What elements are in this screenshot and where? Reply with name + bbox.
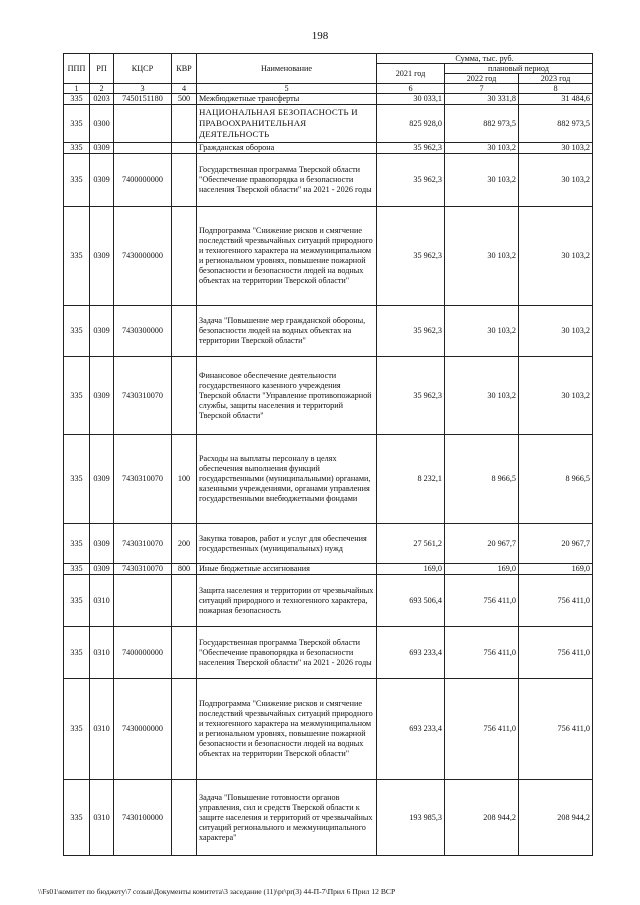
cell-2021: 693 233,4 bbox=[377, 679, 445, 780]
cell-2022: 756 411,0 bbox=[445, 575, 519, 627]
cell-2023: 882 973,5 bbox=[519, 105, 593, 143]
cell-kvr bbox=[172, 207, 197, 306]
cell-name: Защита населения и территории от чрезвычайных ситуаций природного и техногенного характера, пожарная безопасность bbox=[197, 575, 377, 627]
cell-2023: 756 411,0 bbox=[519, 627, 593, 679]
cell-2022: 882 973,5 bbox=[445, 105, 519, 143]
page-number: 198 bbox=[311, 30, 329, 42]
cell-kcsr: 7430000000 bbox=[114, 207, 172, 306]
cell-ppp: 335 bbox=[64, 357, 90, 435]
footer-file-path: \\Fs01\комитет по бюджету\7 созыв\Документы комитета\3 заседание (11)\pr\pr(3) 44-П-7\Прил 6 Прил 12 ВСР bbox=[38, 887, 396, 896]
cell-2022: 30 103,2 bbox=[445, 306, 519, 357]
cell-rp: 0309 bbox=[90, 564, 114, 575]
cell-2022: 756 411,0 bbox=[445, 679, 519, 780]
cell-2023: 30 103,2 bbox=[519, 306, 593, 357]
header-rp: РП bbox=[90, 54, 114, 84]
cell-kvr: 100 bbox=[172, 435, 197, 524]
cell-name: НАЦИОНАЛЬНАЯ БЕЗОПАСНОСТЬ И ПРАВООХРАНИТЕЛЬНАЯ ДЕЯТЕЛЬНОСТЬ bbox=[197, 105, 377, 143]
cell-name: Закупка товаров, работ и услуг для обеспечения государственных (муниципальных) нужд bbox=[197, 524, 377, 564]
cell-kcsr: 7430310070 bbox=[114, 357, 172, 435]
column-number: 4 bbox=[172, 84, 197, 94]
column-number: 6 bbox=[377, 84, 445, 94]
cell-kcsr bbox=[114, 575, 172, 627]
table-row bbox=[64, 154, 593, 207]
cell-name: Задача "Повышение мер гражданской обороны, безопасности людей на водных объектах на территории Тверской области" bbox=[197, 306, 377, 357]
cell-2022: 30 103,2 bbox=[445, 357, 519, 435]
cell-2022: 30 103,2 bbox=[445, 207, 519, 306]
cell-2021: 27 561,2 bbox=[377, 524, 445, 564]
table-row bbox=[64, 105, 593, 143]
cell-rp: 0310 bbox=[90, 575, 114, 627]
table-row bbox=[64, 306, 593, 357]
cell-2021: 35 962,3 bbox=[377, 207, 445, 306]
cell-name: Государственная программа Тверской области "Обеспечение правопорядка и безопасности населения Тверской области" на 2021 - 2026 годы bbox=[197, 627, 377, 679]
budget-table bbox=[63, 53, 593, 856]
header-kvr: КВР bbox=[172, 54, 197, 84]
cell-2021: 825 928,0 bbox=[377, 105, 445, 143]
cell-ppp: 335 bbox=[64, 105, 90, 143]
cell-name: Иные бюджетные ассигнования bbox=[197, 564, 377, 575]
cell-kcsr: 7430310070 bbox=[114, 524, 172, 564]
cell-2022: 30 103,2 bbox=[445, 154, 519, 207]
cell-rp: 0309 bbox=[90, 154, 114, 207]
cell-2022: 756 411,0 bbox=[445, 627, 519, 679]
cell-kcsr bbox=[114, 105, 172, 143]
cell-rp: 0203 bbox=[90, 94, 114, 105]
header-2021: 2021 год bbox=[377, 64, 445, 84]
table-row bbox=[64, 524, 593, 564]
cell-kcsr: 7400000000 bbox=[114, 154, 172, 207]
cell-kcsr: 7450151180 bbox=[114, 94, 172, 105]
cell-rp: 0309 bbox=[90, 357, 114, 435]
cell-kcsr: 7430000000 bbox=[114, 679, 172, 780]
cell-kcsr bbox=[114, 143, 172, 154]
cell-kvr bbox=[172, 143, 197, 154]
cell-2021: 35 962,3 bbox=[377, 306, 445, 357]
cell-2022: 30 103,2 bbox=[445, 143, 519, 154]
cell-kcsr: 7400000000 bbox=[114, 627, 172, 679]
column-number: 5 bbox=[197, 84, 377, 94]
header-kcsr: КЦСР bbox=[114, 54, 172, 84]
cell-kvr bbox=[172, 780, 197, 856]
cell-ppp: 335 bbox=[64, 435, 90, 524]
cell-kcsr: 7430300000 bbox=[114, 306, 172, 357]
cell-ppp: 335 bbox=[64, 306, 90, 357]
cell-2023: 31 484,6 bbox=[519, 94, 593, 105]
cell-2022: 8 966,5 bbox=[445, 435, 519, 524]
cell-kvr bbox=[172, 357, 197, 435]
cell-rp: 0310 bbox=[90, 679, 114, 780]
table-row bbox=[64, 780, 593, 856]
cell-2022: 208 944,2 bbox=[445, 780, 519, 856]
cell-kvr: 800 bbox=[172, 564, 197, 575]
cell-2021: 693 506,4 bbox=[377, 575, 445, 627]
cell-name: Финансовое обеспечение деятельности государственного казенного учреждения Тверской области "Управление противопожарной службы, защиты населения и территорий Тверской области" bbox=[197, 357, 377, 435]
cell-rp: 0309 bbox=[90, 435, 114, 524]
cell-kvr bbox=[172, 627, 197, 679]
cell-rp: 0310 bbox=[90, 627, 114, 679]
cell-ppp: 335 bbox=[64, 780, 90, 856]
header-ppp: ППП bbox=[64, 54, 90, 84]
cell-2021: 169,0 bbox=[377, 564, 445, 575]
cell-name: Гражданская оборона bbox=[197, 143, 377, 154]
cell-2023: 30 103,2 bbox=[519, 357, 593, 435]
column-number: 8 bbox=[519, 84, 593, 94]
header-planned-period: плановый период bbox=[445, 64, 593, 74]
cell-rp: 0309 bbox=[90, 207, 114, 306]
cell-ppp: 335 bbox=[64, 627, 90, 679]
cell-ppp: 335 bbox=[64, 575, 90, 627]
cell-2023: 30 103,2 bbox=[519, 143, 593, 154]
table-row bbox=[64, 679, 593, 780]
cell-2021: 30 033,1 bbox=[377, 94, 445, 105]
cell-2022: 20 967,7 bbox=[445, 524, 519, 564]
cell-ppp: 335 bbox=[64, 94, 90, 105]
table-row bbox=[64, 435, 593, 524]
column-number: 1 bbox=[64, 84, 90, 94]
table-row bbox=[64, 94, 593, 105]
cell-kvr bbox=[172, 575, 197, 627]
cell-kcsr: 7430310070 bbox=[114, 435, 172, 524]
cell-name: Расходы на выплаты персоналу в целях обеспечения выполнения функций государственными (муниципальными) органами, казенными учреждениями, органами управления государственными внебюджетными фондами bbox=[197, 435, 377, 524]
cell-name: Подпрограмма "Снижение рисков и смягчение последствий чрезвычайных ситуаций природного и техногенного характера на межмуниципальном и региональном уровнях, повышение пожарной безопасности и безопасности людей на водных объектах на территории Тверской области" bbox=[197, 207, 377, 306]
header-name: Наименование bbox=[197, 54, 377, 84]
column-number: 2 bbox=[90, 84, 114, 94]
cell-2023: 20 967,7 bbox=[519, 524, 593, 564]
table-row bbox=[64, 564, 593, 575]
cell-ppp: 335 bbox=[64, 143, 90, 154]
header-sum: Сумма, тыс. руб. bbox=[377, 54, 593, 64]
cell-2023: 8 966,5 bbox=[519, 435, 593, 524]
cell-name: Задача "Повышение готовности органов управления, сил и средств Тверской области к защите населения и территорий от чрезвычайных ситуаций регионального и межмуниципального характера" bbox=[197, 780, 377, 856]
table-row bbox=[64, 575, 593, 627]
cell-2022: 30 331,8 bbox=[445, 94, 519, 105]
cell-kvr bbox=[172, 105, 197, 143]
table-row bbox=[64, 143, 593, 154]
cell-kcsr: 7430100000 bbox=[114, 780, 172, 856]
cell-name: Межбюджетные трансферты bbox=[197, 94, 377, 105]
cell-2021: 35 962,3 bbox=[377, 143, 445, 154]
cell-name: Подпрограмма "Снижение рисков и смягчение последствий чрезвычайных ситуаций природного и техногенного характера на межмуниципальном и региональном уровнях, повышение пожарной безопасности и безопасности людей на водных объектах на территории Тверской области" bbox=[197, 679, 377, 780]
column-number: 7 bbox=[445, 84, 519, 94]
cell-ppp: 335 bbox=[64, 207, 90, 306]
cell-kvr: 500 bbox=[172, 94, 197, 105]
cell-2021: 693 233,4 bbox=[377, 627, 445, 679]
header-2023: 2023 год bbox=[519, 74, 593, 84]
cell-kcsr: 7430310070 bbox=[114, 564, 172, 575]
cell-2022: 169,0 bbox=[445, 564, 519, 575]
cell-kvr bbox=[172, 679, 197, 780]
cell-2021: 193 985,3 bbox=[377, 780, 445, 856]
cell-rp: 0310 bbox=[90, 780, 114, 856]
cell-ppp: 335 bbox=[64, 679, 90, 780]
cell-kvr: 200 bbox=[172, 524, 197, 564]
cell-2023: 756 411,0 bbox=[519, 679, 593, 780]
table-row bbox=[64, 627, 593, 679]
cell-ppp: 335 bbox=[64, 154, 90, 207]
cell-rp: 0309 bbox=[90, 143, 114, 154]
header-2022: 2022 год bbox=[445, 74, 519, 84]
cell-rp: 0309 bbox=[90, 306, 114, 357]
cell-kvr bbox=[172, 154, 197, 207]
cell-rp: 0309 bbox=[90, 524, 114, 564]
table-row bbox=[64, 357, 593, 435]
cell-2023: 30 103,2 bbox=[519, 207, 593, 306]
column-number-row bbox=[64, 84, 593, 94]
cell-2021: 35 962,3 bbox=[377, 154, 445, 207]
cell-2023: 756 411,0 bbox=[519, 575, 593, 627]
cell-ppp: 335 bbox=[64, 564, 90, 575]
cell-name: Государственная программа Тверской области "Обеспечение правопорядка и безопасности населения Тверской области" на 2021 - 2026 годы bbox=[197, 154, 377, 207]
cell-2023: 169,0 bbox=[519, 564, 593, 575]
cell-2021: 35 962,3 bbox=[377, 357, 445, 435]
cell-rp: 0300 bbox=[90, 105, 114, 143]
cell-ppp: 335 bbox=[64, 524, 90, 564]
cell-2023: 30 103,2 bbox=[519, 154, 593, 207]
column-number: 3 bbox=[114, 84, 172, 94]
cell-kvr bbox=[172, 306, 197, 357]
cell-2023: 208 944,2 bbox=[519, 780, 593, 856]
cell-2021: 8 232,1 bbox=[377, 435, 445, 524]
table-row bbox=[64, 207, 593, 306]
